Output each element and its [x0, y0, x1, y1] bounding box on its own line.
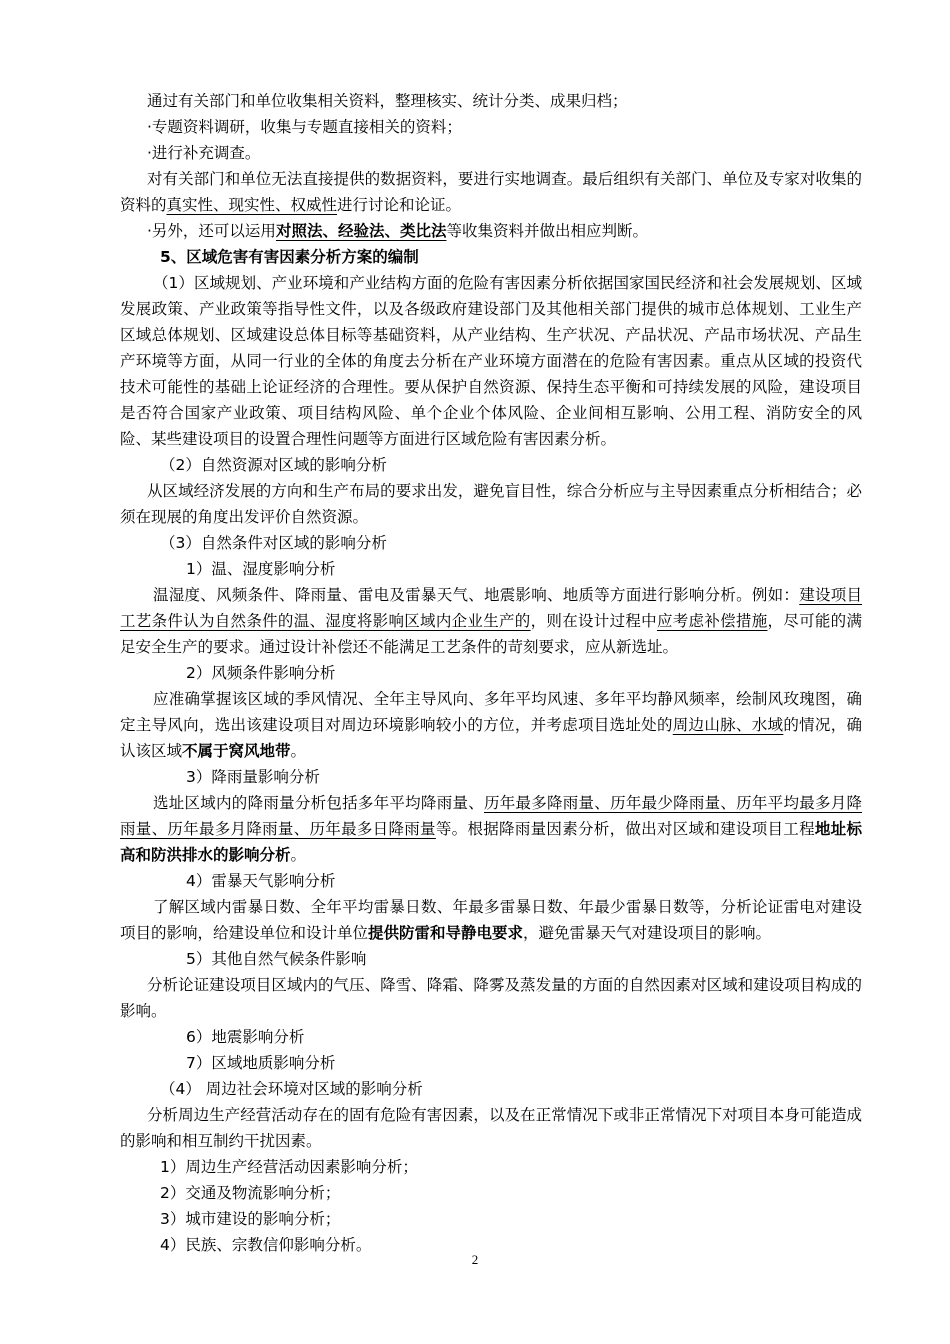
paragraph-social-environment: 分析周边生产经营活动存在的固有危险有害因素，以及在正常情况下或非正常情况下对项目本身可能造成的影响和相互制约干扰因素。 [120, 1106, 862, 1150]
paragraph-rainfall: 选址区域内的降雨量分析包括多年平均降雨量、历年最多降雨量、历年最少降雨量、历年平均最多月降雨量、历年最多月降雨量、历年最多日降雨量等。根据降雨量因素分析，做出对区域和建设项目工程地址标高和防洪排水的影响分析。 [120, 794, 862, 864]
subheading-natural-resources: （2）自然资源对区域的影响分析 [160, 456, 387, 474]
paragraph-temperature-humidity: 温湿度、风频条件、降雨量、雷电及雷暴天气、地震影响、地质等方面进行影响分析。例如：建设项目工艺条件认为自然条件的温、湿度将影响区域内企业生产的，则在设计过程中应考虑补偿措施，尽可能的满足安全生产的要求。通过设计补偿还不能满足工艺条件的苛刻要求，应从新选址。 [120, 586, 862, 656]
section-heading-5: 5、区域危害有害因素分析方案的编制 [160, 248, 419, 266]
page-number: 2 [471, 1252, 479, 1267]
item-rainfall: 3）降雨量影响分析 [186, 768, 320, 786]
paragraph-field-survey: 对有关部门和单位无法直接提供的数据资料，要进行实地调查。最后组织有关部门、单位及专家对收集的资料的真实性、现实性、权威性进行讨论和论证。 [120, 170, 862, 214]
item-earthquake: 6）地震影响分析 [186, 1028, 305, 1046]
item-geology: 7）区域地质影响分析 [186, 1054, 336, 1072]
paragraph-other-climate: 分析论证建设项目区域内的气压、降雪、降霜、降雾及蒸发量的方面的自然因素对区域和建设项目构成的影响。 [120, 976, 862, 1020]
bullet-other-methods: ·另外，还可以运用对照法、经验法、类比法等收集资料并做出相应判断。 [147, 222, 648, 240]
bullet-topic-research: ·专题资料调研，收集与专题直接相关的资料； [147, 118, 462, 136]
paragraph-collect-records: 通过有关部门和单位收集相关资料，整理核实、统计分类、成果归档； [147, 92, 628, 110]
item-ethnic-religion: 4）民族、宗教信仰影响分析。 [160, 1236, 372, 1254]
item-temperature-humidity: 1）温、湿度影响分析 [186, 560, 336, 578]
item-production-activity: 1）周边生产经营活动因素影响分析； [160, 1158, 418, 1176]
paragraph-wind-frequency: 应准确掌握该区域的季风情况、全年主导风向、多年平均风速、多年平均静风频率，绘制风玫瑰图，确定主导风向，选出该建设项目对周边环境影响较小的方位，并考虑项目选址处的周边山脉、水域的情况，确认该区域不属于窝风地带。 [120, 690, 862, 760]
paragraph-natural-resources: 从区域经济发展的方向和生产布局的要求出发，避免盲目性，综合分析应与主导因素重点分析相结合；必须在现展的角度出发评价自然资源。 [120, 482, 862, 526]
subheading-natural-conditions: （3）自然条件对区域的影响分析 [160, 534, 387, 552]
item-urban-construction: 3）城市建设的影响分析； [160, 1210, 341, 1228]
subheading-social-environment: （4） 周边社会环境对区域的影响分析 [160, 1080, 423, 1098]
page-body [120, 88, 862, 1258]
item-other-climate: 5）其他自然气候条件影响 [186, 950, 367, 968]
paragraph-thunderstorm: 了解区域内雷暴日数、全年平均雷暴日数、年最多雷暴日数、年最少雷暴日数等，分析论证雷电对建设项目的影响，给建设单位和设计单位提供防雷和导静电要求，避免雷暴天气对建设项目的影响。 [120, 898, 862, 942]
item-thunderstorm: 4）雷暴天气影响分析 [186, 872, 336, 890]
bullet-supplementary-survey: ·进行补充调查。 [147, 144, 261, 162]
item-wind-frequency: 2）风频条件影响分析 [186, 664, 336, 682]
item-traffic-logistics: 2）交通及物流影响分析； [160, 1184, 341, 1202]
paragraph-regional-planning: （1）区域规划、产业环境和产业结构方面的危险有害因素分析依据国家国民经济和社会发展规划、区域发展政策、产业政策等指导性文件，以及各级政府建设部门及其他相关部门提供的城市总体规划、工业生产区域总体规划、区域建设总体目标等基础资料，从产业结构、生产状况、产品状况、产品市场状况、产品生产环境等方面，从同一行业的全体的角度去分析在产业环境方面潜在的危险有害因素。重点从区域的投资代技术可能性的基础上论证经济的合理性。要从保护自然资源、保持生态平衡和可持续发展的风险，建设项目是否符合国家产业政策、项目结构风险、单个企业个体风险、企业间相互影响、公用工程、消防安全的风险、某些建设项目的设置合理性问题等方面进行区域危险有害因素分析。 [120, 274, 862, 448]
